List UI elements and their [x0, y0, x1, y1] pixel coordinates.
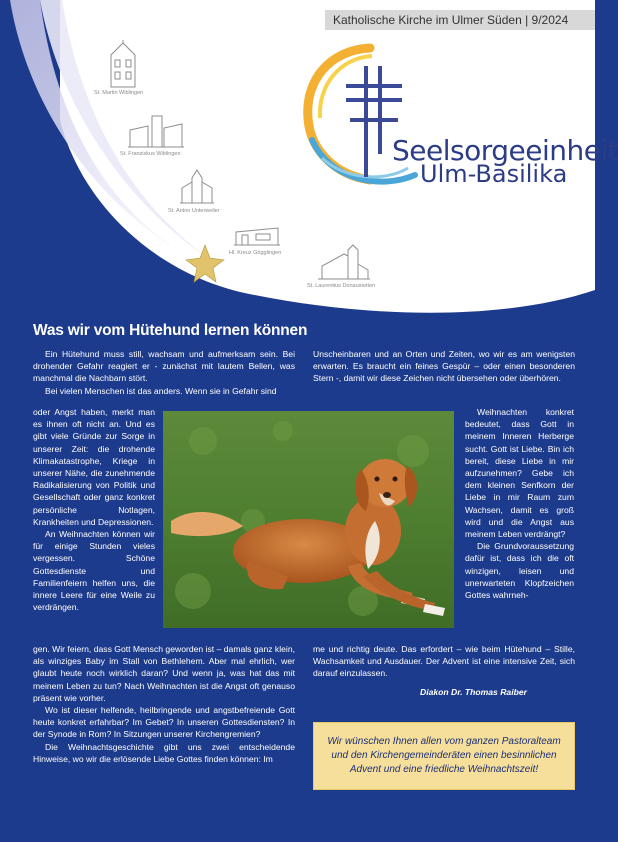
paragraph: Bei vielen Menschen ist das anders. Wenn sie in Gefahr sind — [45, 385, 277, 396]
church-st-anton-icon — [180, 168, 214, 204]
church-st-laurentius-icon — [318, 244, 370, 280]
seelsorgeeinheit-logo-mark — [300, 40, 430, 200]
paragraph: Weihnachten konkret bedeutet, dass Gott in meinem Inneren Herberge sucht. Gott ist Liebe. Bin ich bereit, diese Liebe in mir aufzunehmen? Gebe ich dem kleinen Senfkorn der Liebe in mir Raum zum Wachsen, damit es groß wird und die Angst aus meinem Leben verdrängt? — [465, 407, 574, 540]
church-st-franziskus-icon — [128, 112, 184, 148]
article-title: Was wir vom Hütehund lernen können — [33, 322, 308, 339]
column-2-bottom — [313, 643, 575, 680]
column-1-bottom — [33, 643, 295, 765]
publication-header: Katholische Kirche im Ulmer Süden | 9/2024 — [325, 10, 595, 30]
paragraph: gen. Wir feiern, dass Gott Mensch geworden ist – damals ganz klein, als winziges Baby im Stall von Bethlehem. Aber mal ehrlich, wer glaubt heute noch wirklich daran? Und wenn ja, was hat das mit meinem Leben zu tun? Nach Weihnachten ist die Angst oft genauso präsent wie vorher. — [33, 644, 295, 703]
church-label-st-laurentius: St. Laurentius Donaustetten — [307, 283, 376, 289]
paragraph: Die Grundvoraussetzung dafür ist, dass ich die oft winzigen, leisen und unerwarteten Klopfzeichen Gottes wahrneh- — [465, 541, 574, 601]
paragraph: An Weihnachten können wir für einige Stunden vieles vergessen. Schöne Gottesdienste und Familienfeiern helfen uns, die innere Leere für eine Weile zu verdrängen. — [33, 529, 155, 613]
column-2-top — [313, 348, 575, 385]
logo-title: Seelsorgeeinheit — [392, 134, 618, 167]
paragraph: oder Angst haben, merkt man es ihnen oft nicht an. Und es gibt viele Gründe zur Sorge in unserer Zeit: die drohende Klimakatastrophe, Kriege in unserer Nähe, die zunehmende Radikalisierung von Politik und Gesellschaft oder ganz konkret persönliche Notlagen, Krankheiten und Depressionen. — [33, 407, 155, 527]
author-signature: Diakon Dr. Thomas Raiber — [420, 687, 527, 697]
church-label-st-martin: St. Martin Wiblingen — [94, 90, 144, 96]
church-st-martin-icon — [106, 40, 140, 88]
church-label-st-anton: St. Anton Unterweiler — [168, 208, 220, 214]
paragraph: Unscheinbaren und an Orten und Zeiten, wo wir es am wenigsten erwarten. Es braucht ein feines Gespür – oder einen besonderen Stern -, damit wir diese Zeichen nicht übersehen oder überhören. — [313, 349, 575, 384]
paragraph: Wo ist dieser helfende, heilbringende und angstbefreiende Gott heute konkret erfahrbar? Im Gebet? In unseren Gottesdiensten? In der Synode in Rom? In Sitzungen unserer Kirchengremien? — [33, 705, 295, 740]
column-2-narrow — [465, 406, 574, 601]
church-label-hl-kreuz: Hl. Kreuz Gögglingen — [229, 250, 282, 256]
christmas-wish-box — [313, 722, 575, 790]
christmas-wish-text: Wir wünschen Ihnen allen vom ganzen Pastoralteam und den Kirchengemeinderäten einen besinnlichen Advent und eine friedliche Weihnachtszeit! — [327, 736, 561, 775]
dog-photo — [163, 411, 454, 628]
logo-subtitle: Ulm-Basilika — [420, 160, 568, 188]
church-hl-kreuz-icon — [234, 222, 280, 246]
column-1-top — [33, 348, 295, 397]
paragraph: Ein Hütehund muss still, wachsam und aufmerksam sein. Bei drohender Gefahr reagiert er - zunächst mit lautem Bellen, was manchmal die Nachbarn stört. — [33, 349, 295, 384]
paragraph: Die Weihnachtsgeschichte gibt uns zwei entscheidende Hinweise, wo wir die erlösende Liebe Gottes finden können: Im — [33, 741, 295, 764]
paragraph: me und richtig deute. Das erfordert – wie beim Hütehund – Stille, Wachsamkeit und Ausdauer. Der Advent ist eine intensive Zeit, sich darauf einzulassen. — [313, 644, 575, 679]
column-1-narrow — [33, 406, 155, 613]
church-label-st-franziskus: St. Franziskus Wiblingen — [120, 151, 181, 157]
